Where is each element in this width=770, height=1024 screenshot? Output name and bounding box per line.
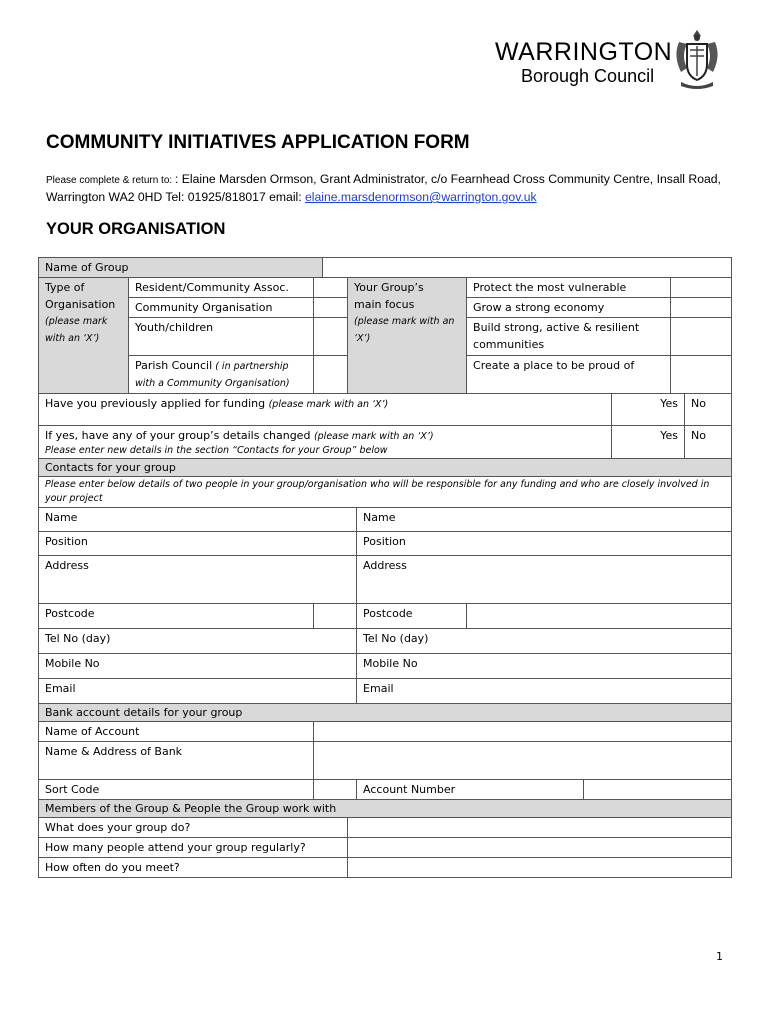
- bank-header: Bank account details for your group: [39, 704, 732, 722]
- contact1-name-field[interactable]: Name: [39, 508, 357, 532]
- group-activity-input[interactable]: [348, 818, 732, 838]
- section-title: YOUR ORGANISATION: [46, 220, 226, 238]
- contacts-header: Contacts for your group: [39, 459, 732, 477]
- contact1-address-field[interactable]: Address: [39, 556, 357, 604]
- council-crest-icon: [671, 28, 723, 92]
- bank-address-input[interactable]: [314, 742, 732, 780]
- checkbox-youth-children[interactable]: [314, 318, 348, 356]
- page-number: 1: [716, 950, 723, 963]
- contact2-mobile-field[interactable]: Mobile No: [357, 654, 732, 679]
- checkbox-place-proud[interactable]: [671, 356, 732, 394]
- applied-no-option[interactable]: No: [685, 394, 732, 426]
- contact2-email-field[interactable]: Email: [357, 679, 732, 704]
- focus-strong-economy: Grow a strong economy: [467, 298, 671, 318]
- admin-email-link[interactable]: elaine.marsdenormson@warrington.gov.uk: [305, 190, 537, 204]
- sort-code-label: Sort Code: [39, 780, 314, 800]
- contact2-address-field[interactable]: Address: [357, 556, 732, 604]
- option-community-organisation: Community Organisation: [129, 298, 314, 318]
- contact1-tel-field[interactable]: Tel No (day): [39, 629, 357, 654]
- checkbox-parish-council[interactable]: [314, 356, 348, 394]
- main-focus-label: Your Group’s main focus (please mark with an ‘X’): [348, 278, 467, 394]
- attendance-question: How many people attend your group regularly?: [39, 838, 348, 858]
- name-of-group-input[interactable]: [323, 258, 732, 278]
- contact1-postcode-label: Postcode: [39, 604, 314, 629]
- changed-yes-option[interactable]: Yes: [612, 426, 685, 459]
- contact1-mobile-field[interactable]: Mobile No: [39, 654, 357, 679]
- meeting-frequency-question: How often do you meet?: [39, 858, 348, 878]
- meeting-frequency-input[interactable]: [348, 858, 732, 878]
- checkbox-strong-economy[interactable]: [671, 298, 732, 318]
- contact2-postcode-label: Postcode: [357, 604, 467, 629]
- focus-place-proud: Create a place to be proud of: [467, 356, 671, 394]
- account-name-label: Name of Account: [39, 722, 314, 742]
- group-activity-question: What does your group do?: [39, 818, 348, 838]
- previously-applied-question: Have you previously applied for funding (please mark with an ‘X’): [39, 394, 612, 426]
- contact1-position-field[interactable]: Position: [39, 532, 357, 556]
- logo-line1: WARRINGTON: [495, 38, 673, 66]
- option-resident-community: Resident/Community Assoc.: [129, 278, 314, 298]
- checkbox-resilient-communities[interactable]: [671, 318, 732, 356]
- contact2-postcode-input[interactable]: [467, 604, 732, 629]
- contact1-email-field[interactable]: Email: [39, 679, 357, 704]
- focus-resilient-communities: Build strong, active & resilient communities: [467, 318, 671, 356]
- instructions-text: : Elaine Marsden Ormson, Grant Administrator, c/o Fearnhead Cross Community Centre, Insall Road, Warrington WA2 0HD Tel: 01925/818017 email:: [46, 172, 721, 204]
- focus-protect-vulnerable: Protect the most vulnerable: [467, 278, 671, 298]
- instructions-prefix: Please complete & return to:: [46, 175, 175, 186]
- name-of-group-label: Name of Group: [39, 258, 323, 278]
- applied-yes-option[interactable]: Yes: [612, 394, 685, 426]
- form-title: COMMUNITY INITIATIVES APPLICATION FORM: [46, 132, 470, 153]
- attendance-input[interactable]: [348, 838, 732, 858]
- sort-code-input[interactable]: [314, 780, 357, 800]
- council-logo: [495, 28, 725, 92]
- checkbox-community-organisation[interactable]: [314, 298, 348, 318]
- option-parish-council: Parish Council ( in partnership with a Community Organisation): [129, 356, 314, 394]
- contact2-position-field[interactable]: Position: [357, 532, 732, 556]
- return-instructions: [46, 171, 736, 206]
- account-number-input[interactable]: [584, 780, 732, 800]
- organisation-type-label: Type of Organisation (please mark with an ‘X’): [39, 278, 129, 394]
- changed-no-option[interactable]: No: [685, 426, 732, 459]
- contact1-postcode-input[interactable]: [314, 604, 357, 629]
- checkbox-protect-vulnerable[interactable]: [671, 278, 732, 298]
- details-changed-question: If yes, have any of your group’s details changed (please mark with an ‘X’) Please enter new details in the section “Contacts for your Group” below: [39, 426, 612, 459]
- bank-address-label: Name & Address of Bank: [39, 742, 314, 780]
- application-form: [38, 257, 732, 878]
- logo-line2: Borough Council: [521, 66, 655, 86]
- contacts-note: Please enter below details of two people in your group/organisation who will be responsible for any funding and who are closely involved in your project: [39, 477, 732, 508]
- members-header: Members of the Group & People the Group work with: [39, 800, 732, 818]
- account-number-label: Account Number: [357, 780, 584, 800]
- option-youth-children: Youth/children: [129, 318, 314, 356]
- contact2-name-field[interactable]: Name: [357, 508, 732, 532]
- contact2-tel-field[interactable]: Tel No (day): [357, 629, 732, 654]
- checkbox-resident-community[interactable]: [314, 278, 348, 298]
- account-name-input[interactable]: [314, 722, 732, 742]
- details-changed-note: Please enter new details in the section “Contacts for your Group” below: [45, 445, 388, 456]
